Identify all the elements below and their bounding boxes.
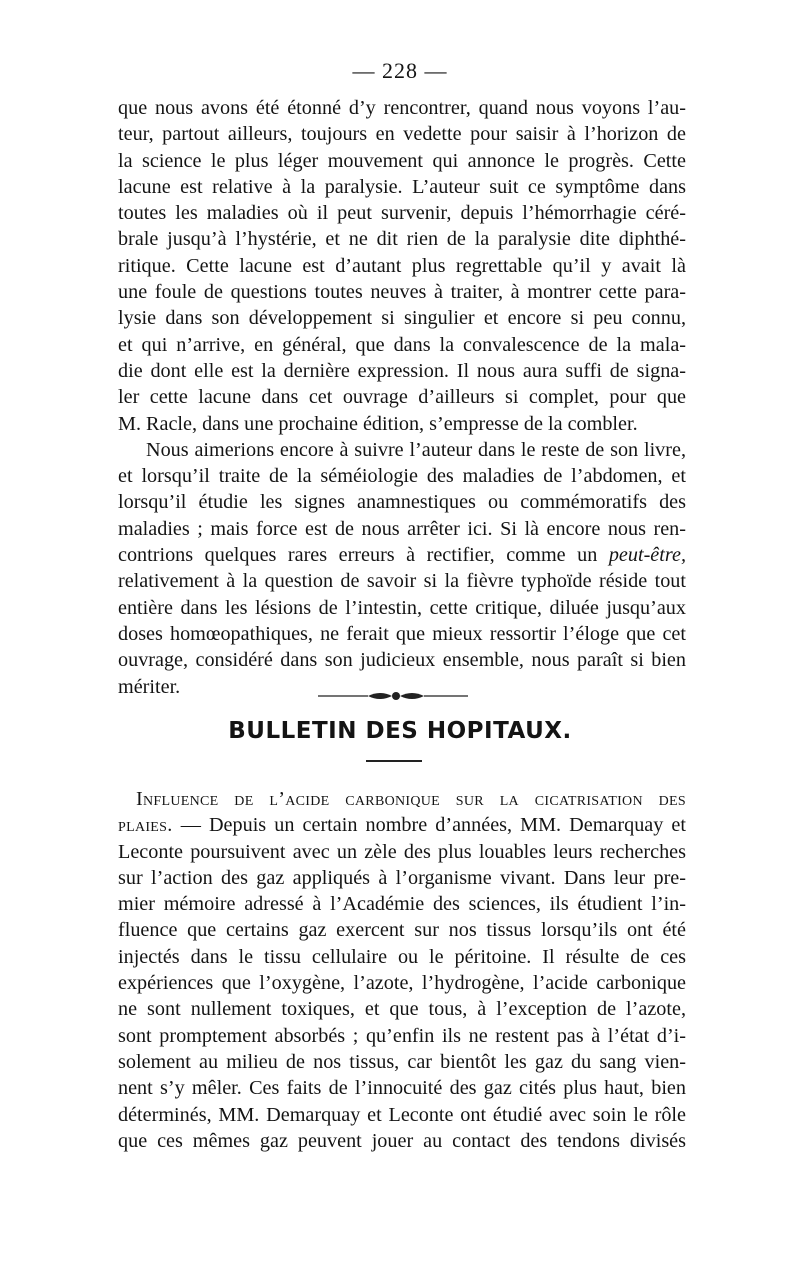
text-line: teur, partout ailleurs, toujours en vedette pour saisir à l’horizon de — [118, 123, 686, 146]
text-line: que nous avons été étonné d’y rencontrer, quand nous voyons l’au- — [118, 97, 686, 119]
text-line: Nous aimerions encore à suivre l’auteur dans le reste de son livre, — [146, 438, 686, 461]
ornament-divider-icon — [318, 689, 468, 703]
italic-phrase: peut-être, — [608, 544, 686, 567]
text-line: et qui n’arrive, en général, que dans la convalescence de la mala- — [118, 333, 686, 356]
text-line: lysie dans son développement si singulier et encore si peu connu, — [118, 307, 686, 330]
text-line: une foule de questions toutes neuves à traiter, à montrer cette para- — [118, 281, 686, 304]
text-line: mier mémoire adressé à l’Académie des sciences, ils étudient l’in- — [118, 893, 686, 916]
text-line: lacune est relative à la paralysie. L’auteur suit ce symptôme dans — [118, 175, 686, 198]
article-title: Influence de l’acide carbonique sur la cicatrisation des — [136, 788, 686, 810]
article-title-line — [118, 786, 686, 812]
text-line: ler cette lacune dans cet ouvrage d’ailleurs si complet, pour que — [118, 386, 686, 409]
text-line: et lorsqu’il traite de la séméiologie des maladies de l’abdomen, et — [118, 465, 686, 488]
text-line: M. Racle, dans une prochaine édition, s’empresse de la combler. — [118, 412, 638, 435]
text-fragment: Depuis un certain nombre d’années, MM. Demarquay et — [208, 814, 686, 837]
text-line: maladies ; mais force est de nous arrêter ici. Si là encore nous ren- — [118, 517, 686, 540]
text-line: die dont elle est la dernière expression. Il nous aura suffi de signa- — [118, 359, 686, 382]
review-text — [118, 95, 686, 700]
article-title-end: plaies. — [118, 814, 173, 837]
text-line: ne sont nullement toxiques, et que tous, à l’exception de l’azote, — [118, 998, 686, 1021]
article-paragraph — [118, 786, 686, 1154]
heading-rule — [366, 760, 422, 762]
text-line: nent s’y mêler. Ces faits de l’innocuité des gaz cités plus haut, bien — [118, 1077, 686, 1100]
text-line: Leconte poursuivent avec un zèle des plus louables leurs recherches — [118, 840, 686, 863]
text-line: sont promptement absorbés ; qu’enfin ils ne restent pas à l’état d’i- — [118, 1024, 686, 1047]
text-line: que ces mêmes gaz peuvent jouer au contact des tendons divisés — [118, 1129, 686, 1152]
text-line: doses homœopathiques, ne ferait que mieux ressortir l’éloge que cet — [118, 622, 686, 645]
text-line: brale jusqu’à l’hystérie, et ne dit rien de la paralysie dite diphthé- — [118, 228, 686, 251]
text-line: ouvrage, considéré dans son judicieux ensemble, nous paraît si bien — [118, 649, 686, 672]
review-paragraph-2 — [118, 437, 686, 700]
text-line: la science le plus léger mouvement qui annonce le progrès. Cette — [118, 149, 686, 172]
em-dash: — — [172, 814, 209, 837]
text-line: sur l’action des gaz appliqués à l’organisme vivant. Dans leur pre- — [118, 866, 686, 889]
review-paragraph-1 — [118, 95, 686, 437]
section-heading: BULLETIN DES HOPITAUX. — [228, 718, 572, 744]
text-line: déterminés, MM. Demarquay et Leconte ont étudié avec soin le rôle — [118, 1103, 686, 1126]
text-line: fluence que certains gaz exercent sur nos tissus lorsqu’ils ont été — [118, 919, 686, 942]
article-text — [118, 786, 686, 1154]
page-number: — 228 — — [352, 58, 448, 83]
text-line: mériter. — [118, 675, 181, 698]
text-line: injectés dans le tissu cellulaire ou le péritoine. Il résulte de ces — [118, 945, 686, 968]
text-line: ritique. Cette lacune est d’autant plus regrettable qu’il y avait là — [118, 254, 686, 277]
text-line: solement au milieu de nos tissus, car bientôt les gaz du sang vien- — [118, 1050, 686, 1073]
text-line: relativement à la question de savoir si la fièvre typhoïde réside tout — [118, 570, 686, 593]
text-line: toutes les maladies où il peut survenir, depuis l’hémorrhagie céré- — [118, 202, 686, 225]
text-line: lorsqu’il étudie les signes anamnestiques ou commémoratifs des — [118, 491, 686, 514]
text-line — [118, 812, 686, 838]
text-fragment: contrions quelques rares erreurs à rectifier, comme un — [118, 544, 609, 567]
text-line: expériences que l’oxygène, l’azote, l’hydrogène, l’acide carbonique — [118, 972, 686, 995]
text-line-with-italic — [118, 542, 686, 568]
text-line: entière dans les lésions de l’intestin, cette critique, diluée jusqu’aux — [118, 596, 686, 619]
